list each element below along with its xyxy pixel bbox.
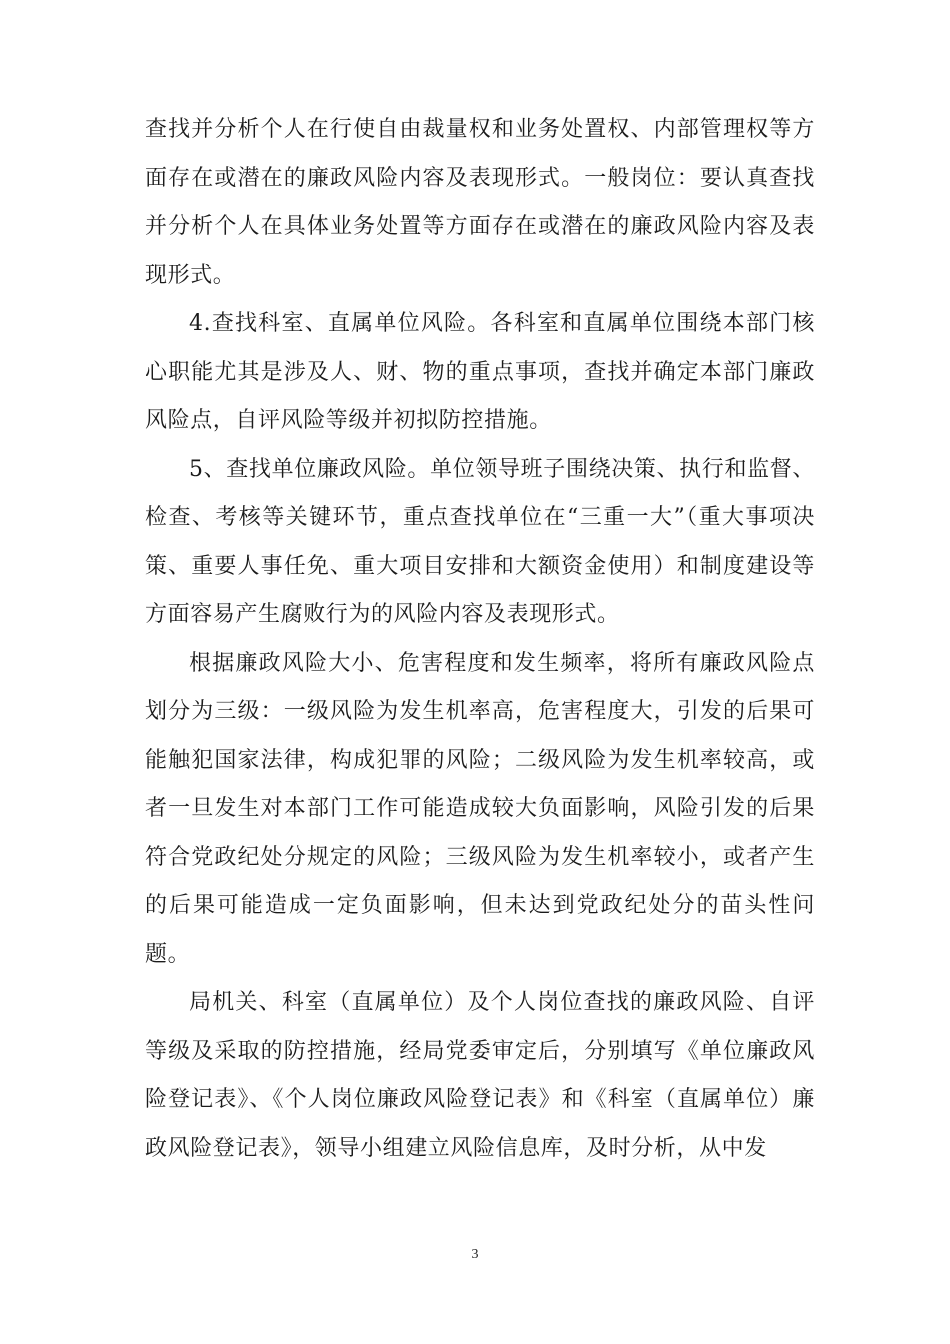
- paragraph-2: 4.查找科室、直属单位风险。各科室和直属单位围绕本部门核心职能尤其是涉及人、财、物的重点事项，查找并确定本部门廉政风险点，自评风险等级并初拟防控措施。: [145, 311, 815, 433]
- document-body: [145, 106, 815, 1173]
- paragraph-5: 局机关、科室（直属单位）及个人岗位查找的廉政风险、自评等级及采取的防控措施，经局党委审定后，分别填写《单位廉政风险登记表》、《个人岗位廉政风险登记表》和《科室（直属单位）廉政风险登记表》，领导小组建立风险信息库，及时分析，从中发: [145, 990, 815, 1161]
- page-number: 3: [471, 1247, 479, 1262]
- paragraph-3: 5、查找单位廉政风险。单位领导班子围绕决策、执行和监督、检查、考核等关键环节，重点查找单位在“三重一大”（重大事项决策、重要人事任免、重大项目安排和大额资金使用）和制度建设等方面容易产生腐败行为的风险内容及表现形式。: [145, 456, 815, 627]
- paragraph-4: 根据廉政风险大小、危害程度和发生频率，将所有廉政风险点划分为三级：一级风险为发生机率高，危害程度大，引发的后果可能触犯国家法律，构成犯罪的风险；二级风险为发生机率较高，或者一旦发生对本部门工作可能造成较大负面影响，风险引发的后果符合党政纪处分规定的风险；三级风险为发生机率较小，或者产生的后果可能造成一定负面影响，但未达到党政纪处分的苗头性问题。: [145, 650, 815, 967]
- paragraph-1: 查找并分析个人在行使自由裁量权和业务处置权、内部管理权等方面存在或潜在的廉政风险内容及表现形式。一般岗位：要认真查找并分析个人在具体业务处置等方面存在或潜在的廉政风险内容及表现形式。: [145, 117, 815, 288]
